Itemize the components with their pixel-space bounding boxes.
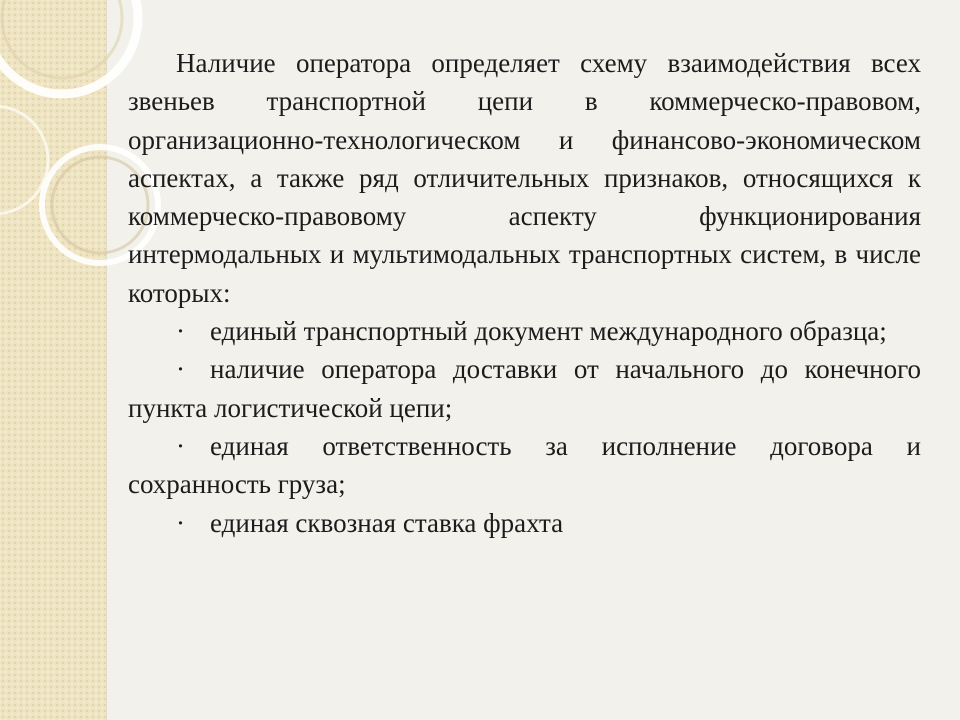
decorative-ring-large: [0, 0, 138, 94]
bullet-text: наличие оператора доставки от начального до конечного пункта логистической цепи;: [128, 354, 921, 423]
bullet-item: [128, 427, 921, 504]
bullet-item: [128, 504, 921, 542]
intro-paragraph: Наличие оператора определяет схему взаимодействия всех звеньев транспортной цепи в коммерческо-правовом, организационно-технологическом и финансово-экономическом аспектах, а также ряд отличительных признаков, относящихся к коммерческо-правовому аспекту функционирования интермодальных и мультимодальных транспортных систем, в числе которых:: [128, 48, 921, 308]
bullet-dot: ·: [176, 507, 185, 538]
bullet-text: единый транспортный документ международного образца;: [210, 316, 887, 347]
bullet-text: единая ответственность за исполнение договора и сохранность груза;: [128, 430, 921, 500]
bullet-dot: ·: [176, 354, 185, 385]
bullet-dot: ·: [176, 430, 185, 461]
bullet-text: единая сквозная ставка фрахта: [210, 507, 564, 538]
bullet-item: [128, 312, 921, 350]
bullet-dot: ·: [176, 316, 185, 347]
bullet-item: [128, 350, 921, 427]
slide-content: [128, 44, 921, 542]
decorative-ring-inner: [2, 0, 122, 78]
